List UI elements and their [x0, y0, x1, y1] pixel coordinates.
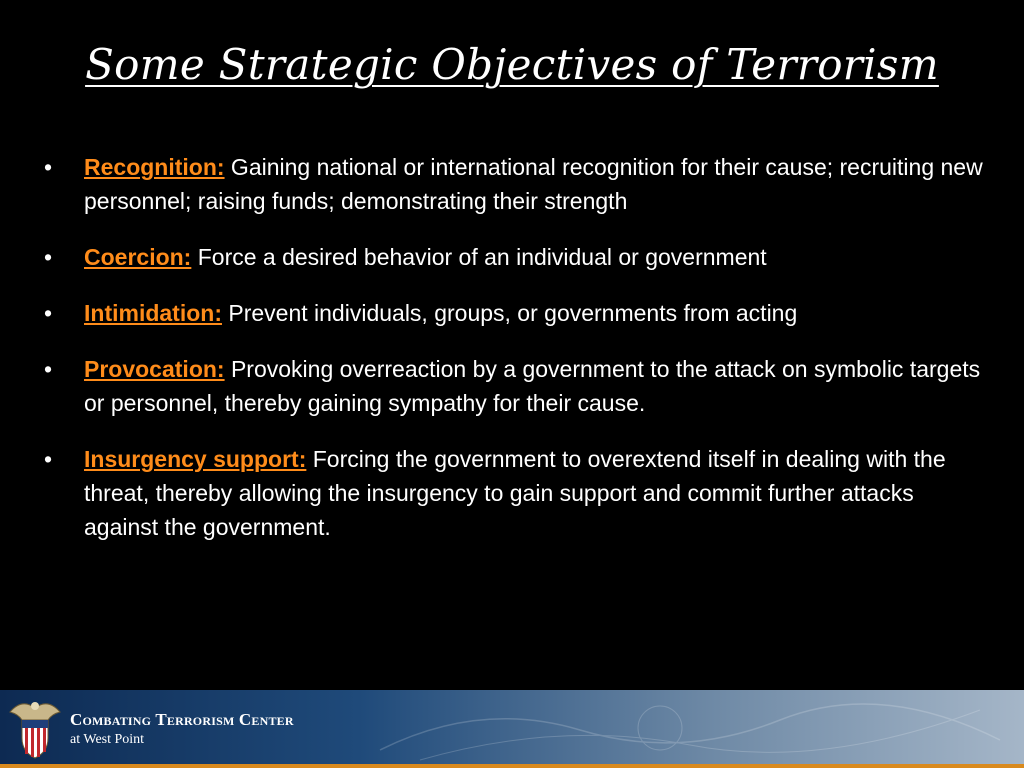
slide-title: Some Strategic Objectives of Terrorism [85, 40, 939, 89]
bullet-provocation [44, 352, 994, 420]
bullet-dot-icon: • [44, 154, 53, 180]
objectives-list [44, 150, 994, 566]
bullet-coercion [44, 240, 994, 274]
bullet-text: Forcing the government to overextend itself in dealing with the threat, thereby allowing the insurgency to gain support and commit further attacks against the government. [84, 446, 946, 540]
org-subtitle: at West Point [70, 732, 145, 747]
bullet-dot-icon: • [44, 300, 53, 326]
bullet-recognition [44, 150, 994, 218]
bullet-term: Provocation: [84, 356, 225, 382]
bullet-intimidation [44, 296, 994, 330]
org-name: Combating Terrorism Center [70, 710, 294, 729]
bullet-dot-icon: • [44, 244, 53, 270]
bullet-text: Provoking overreaction by a government to the attack on symbolic targets or personnel, thereby gaining sympathy for their cause. [84, 356, 981, 416]
bullet-text: Gaining national or international recognition for their cause; recruiting new personnel; raising funds; demonstrating their strength [84, 154, 983, 214]
footer-banner [0, 690, 1024, 764]
bullet-text: Prevent individuals, groups, or governments from acting [221, 300, 798, 326]
footer-accent-line [0, 764, 1024, 768]
bullet-dot-icon: • [44, 446, 53, 472]
world-map-decoration [360, 690, 1024, 764]
bullet-term: Coercion: [84, 244, 192, 270]
bullet-insurgency-support [44, 442, 994, 544]
eagle-crest-icon [8, 694, 62, 760]
bullet-dot-icon: • [44, 356, 53, 382]
bullet-term: Recognition: [84, 154, 225, 180]
bullet-text: Force a desired behavior of an individual or government [191, 244, 767, 270]
bullet-term: Intimidation: [84, 300, 222, 326]
bullet-term: Insurgency support: [84, 446, 307, 472]
